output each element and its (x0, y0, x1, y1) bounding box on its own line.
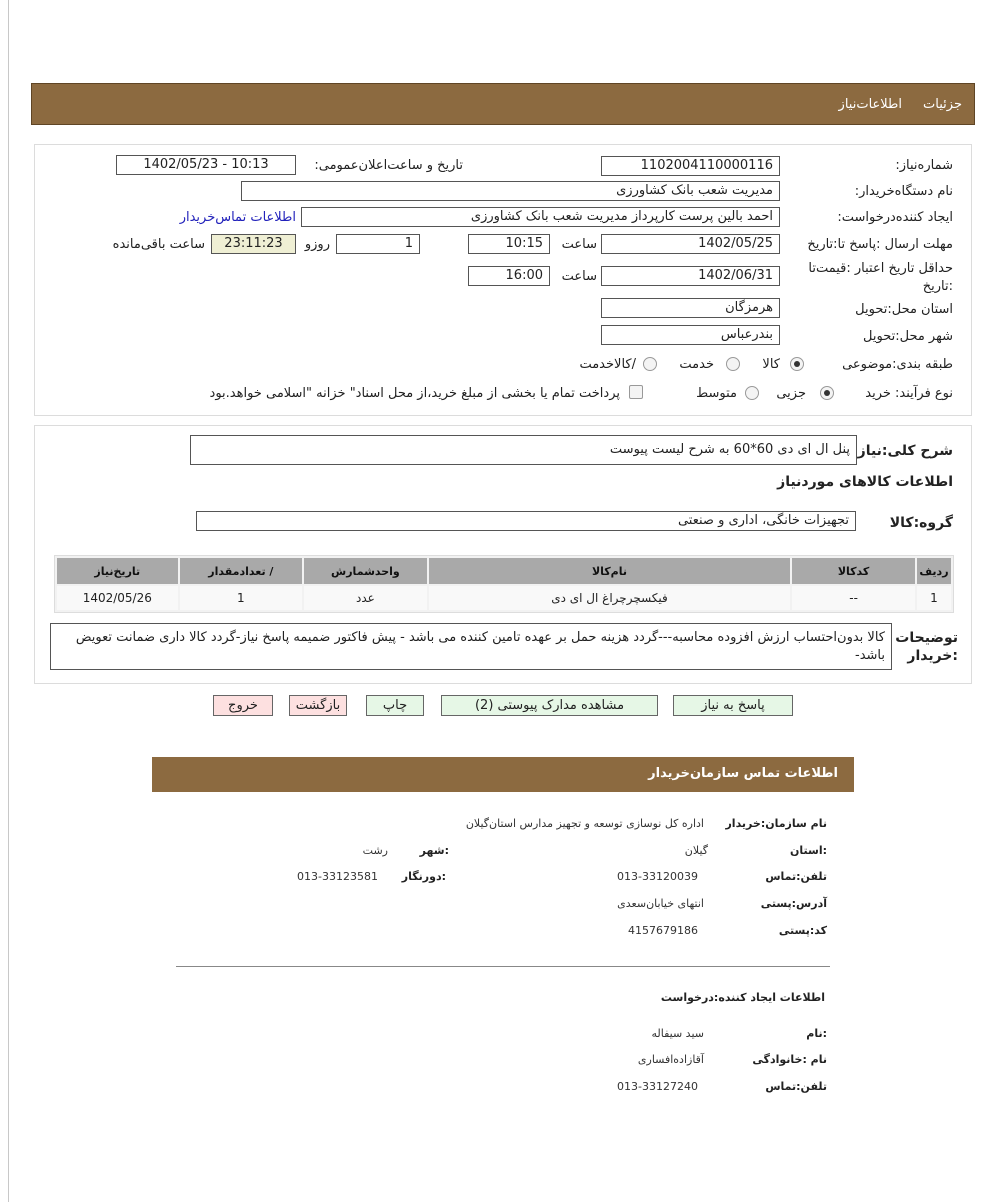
col-row: ردیف (917, 558, 951, 584)
group-label: گروه:کالا (889, 515, 953, 531)
category-option-goods: کالا (762, 357, 780, 372)
org-value: اداره کل نوسازی توسعه و تجهیز مدارس استان‌گیلان (465, 817, 704, 830)
category-option-service: خدمت (679, 357, 714, 372)
price-validity-time-field: 16:00 (468, 266, 550, 286)
postal-label: کد:پستی (778, 924, 827, 937)
price-validity-date-field: 1402/06/31 (601, 266, 780, 286)
contact-fax-label: :دورنگار (401, 870, 446, 883)
deadline-date-field: 1402/05/25 (601, 234, 780, 254)
creator-name-label: :نام (806, 1027, 827, 1040)
contact-fax-value: 013-33123581 (297, 870, 378, 883)
header-bar (31, 83, 975, 125)
process-option-medium: متوسط (696, 386, 737, 401)
reply-button[interactable]: پاسخ به نیاز (673, 695, 793, 716)
process-radio-minor[interactable] (820, 386, 834, 400)
buyer-notes-label-2: :خریدار (907, 648, 958, 664)
description-label: شرح کلی:نیاز (857, 443, 953, 459)
creator-family-label: نام :خانوادگی (752, 1053, 827, 1066)
buyer-notes-field: کالا بدون‌احتساب ارزش افزوده محاسبه---گردد هزینه حمل بر عهده تامین کننده می باشد - پیش فاکتور ضمیمه پاسخ نیاز-گردد کالا داری ضمانت تعویض باشد- (50, 623, 892, 670)
payment-checkbox[interactable] (629, 385, 643, 399)
payment-note: پرداخت تمام یا بخشی از مبلغ خرید،از محل اسناد" خزانه "اسلامی خواهد.بود (209, 386, 620, 401)
creator-phone-label: تلفن:تماس (765, 1080, 827, 1093)
days-label: روزو (304, 237, 330, 252)
contact-header (152, 757, 854, 792)
items-table-header (57, 558, 951, 584)
cell-unit: عدد (304, 586, 427, 610)
announce-field: 1402/05/23 - 10:13 (116, 155, 296, 175)
buyer-contact-link[interactable]: اطلاعات تماس‌خریدار (179, 210, 296, 225)
province-field: هرمزگان (601, 298, 780, 318)
creator-label: ایجاد کننده‌درخواست: (837, 210, 953, 225)
remaining-label: ساعت باقی‌مانده (112, 237, 205, 252)
creator-name-value: سید سیفاله (651, 1027, 704, 1040)
contact-phone-value: 013-33120039 (617, 870, 698, 883)
need-number-field: 1102004110000116 (601, 156, 780, 176)
buyer-org-label: نام دستگاه‌خریدار: (854, 184, 953, 199)
exit-button[interactable]: خروج (213, 695, 273, 716)
category-radio-goods-service[interactable] (643, 357, 657, 371)
category-radio-goods[interactable] (790, 357, 804, 371)
category-label: طبقه بندی:موضوعی (842, 357, 953, 372)
description-field: پنل ال ای دی 60*60 به شرح لیست پیوست (190, 435, 857, 465)
address-label: آدرس:پستی (760, 897, 827, 910)
goods-info-title: اطلاعات کالاهای مورد‌نیاز (777, 474, 953, 490)
contact-province-label: :استان (790, 844, 827, 857)
need-number-label: شماره‌نیاز: (895, 158, 953, 173)
contact-province-value: گیلان (684, 844, 708, 857)
creator-family-value: آقازاده‌افساری (637, 1053, 704, 1066)
creator-info-title: اطلاعات ایجاد کننده:درخواست (660, 991, 825, 1004)
price-validity-label: حداقل تاریخ اعتبار :قیمت‌تا (808, 261, 953, 276)
col-quantity: / تعدادمقدار (180, 558, 303, 584)
buyer-notes-label: توضیحات (895, 630, 958, 646)
deadline-time-label: ساعت (561, 237, 597, 252)
col-need-date: تاریخ‌نیاز (57, 558, 178, 584)
table-row (57, 586, 951, 610)
category-option-goods-service: /کالاخدمت (579, 357, 636, 372)
org-label: نام سازمان:خریدار (725, 817, 827, 830)
announce-label: تاریخ و ساعت‌اعلان‌عمومی: (314, 158, 463, 173)
creator-phone-value: 013-33127240 (617, 1080, 698, 1093)
city-label: شهر محل:تحویل (863, 329, 953, 344)
tab-need-info[interactable]: اطلاعات‌نیاز (838, 97, 902, 112)
remaining-timer: 23:11:23 (211, 234, 296, 254)
deadline-label: مهلت ارسال :پاسخ تا:تاریخ (807, 237, 953, 252)
process-option-minor: جزیی (776, 386, 806, 401)
col-unit: واحدشمارش (304, 558, 427, 584)
print-button[interactable]: چاپ (366, 695, 424, 716)
col-code: کدکالا (792, 558, 915, 584)
group-field: تجهیزات خانگی، اداری و صنعتی (196, 511, 856, 531)
cell-code: -- (792, 586, 915, 610)
cell-need-date: 1402/05/26 (57, 586, 178, 610)
creator-field: احمد بالین پرست کارپرداز مدیریت شعب بانک کشاورزی (301, 207, 780, 227)
price-validity-time-label: ساعت (561, 269, 597, 284)
city-field: بندرعباس (601, 325, 780, 345)
contact-city-value: رشت (362, 844, 388, 857)
page-left-border (8, 0, 9, 1202)
cell-name: فیکسچرچراغ ال ای دی (429, 586, 791, 610)
deadline-time-field: 10:15 (468, 234, 550, 254)
process-radio-medium[interactable] (745, 386, 759, 400)
cell-row: 1 (917, 586, 951, 610)
contact-title: اطلاعات تماس سازمان‌خریدار (648, 766, 838, 781)
buyer-org-field: مدیریت شعب بانک کشاورزی (241, 181, 780, 201)
address-value: انتهای خیابان‌سعدی (617, 897, 704, 910)
days-field: 1 (336, 234, 420, 254)
province-label: استان محل:تحویل (855, 302, 953, 317)
cell-quantity: 1 (180, 586, 303, 610)
tab-details[interactable]: جزئیات (923, 97, 962, 112)
contact-phone-label: تلفن:تماس (765, 870, 827, 883)
postal-value: 4157679186 (628, 924, 698, 937)
process-label: نوع فرآیند: خرید (865, 386, 953, 401)
price-validity-label-2: :تاریخ (922, 279, 953, 294)
contact-divider (176, 966, 830, 967)
category-radio-service[interactable] (726, 357, 740, 371)
back-button[interactable]: بازگشت (289, 695, 347, 716)
items-table (54, 555, 954, 613)
col-name: نام‌کالا (429, 558, 791, 584)
view-docs-button[interactable]: مشاهده مدارک پیوستی (2) (441, 695, 658, 716)
contact-city-label: :شهر (419, 844, 449, 857)
